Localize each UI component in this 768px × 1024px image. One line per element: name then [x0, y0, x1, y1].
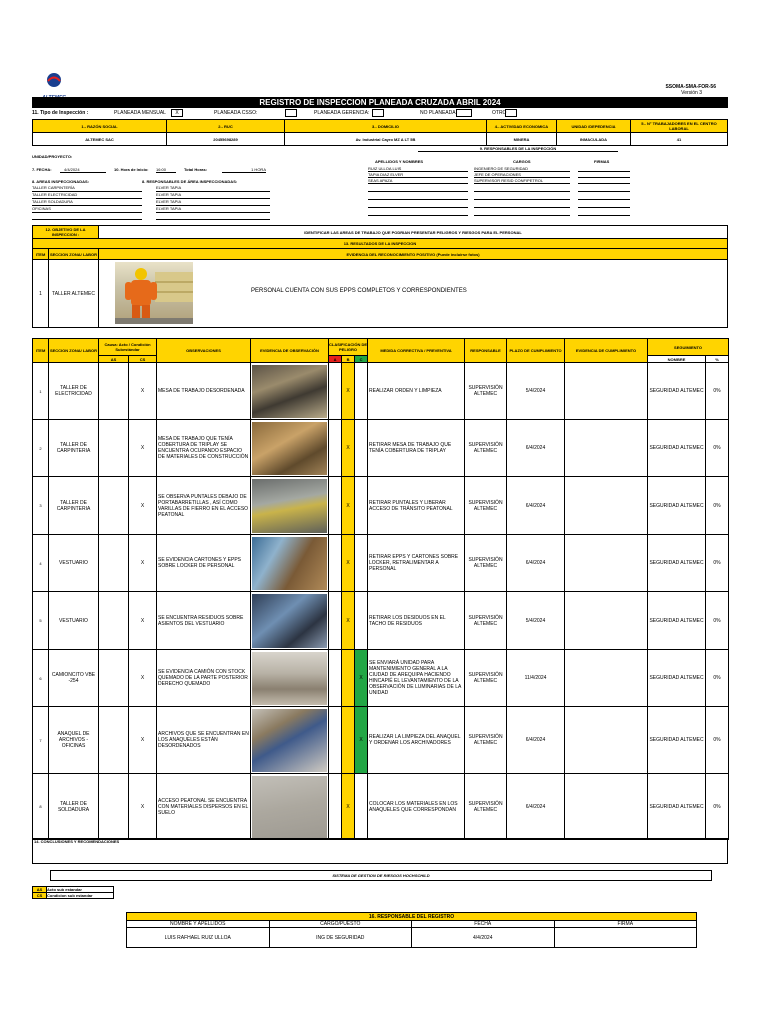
row-medida: RETIRAR MESA DE TRABAJO QUE TENÍA COBERTURA DE TRIPLAY	[368, 420, 465, 477]
h-seccion: SECCION ZONA/ LABOR	[49, 339, 99, 363]
row-evcump	[565, 477, 648, 535]
row-clasif-a	[329, 592, 342, 650]
row-seg-pct: 0%	[706, 650, 729, 707]
row-zona: TALLER DE CARPINTERIA	[49, 477, 99, 535]
row-obs: MESA DE TRABAJO DESORDENADA	[157, 363, 251, 420]
registro-title: 16. RESPONSABLE DEL REGISTRO	[127, 913, 697, 921]
tipo-mensual-checkbox[interactable]: X	[171, 109, 183, 117]
row-resp: SUPERVISIÓN ALTEMEC	[465, 420, 507, 477]
tipo-gerencia-label: PLANEADA GERENCIA:	[314, 110, 370, 116]
tipo-otro-checkbox[interactable]	[505, 109, 517, 117]
row-item: 5	[33, 592, 49, 650]
res-evidence-cell	[99, 260, 728, 328]
area-row	[32, 192, 270, 199]
area-name: TALLER SOLDADURA	[32, 199, 142, 206]
total-value: 1 HORA	[222, 167, 266, 173]
row-clasif-a	[329, 707, 342, 774]
row-evidence	[251, 477, 329, 535]
row-zona: TALLER DE SOLDADURA	[49, 774, 99, 840]
row-as	[99, 477, 129, 535]
evidence-photo	[252, 709, 327, 772]
area-resp: ELVER TAPIA	[156, 199, 270, 206]
evidence-photo	[252, 776, 327, 838]
val-razon: ALTEMEC SAC	[33, 133, 167, 146]
row-item: 2	[33, 420, 49, 477]
row-evcump	[565, 363, 648, 420]
col-actividad: 4.- ACTIVIDAD ECONOMICA	[487, 120, 557, 133]
row-seg-pct: 0%	[706, 592, 729, 650]
hora-value: 16:00	[156, 167, 176, 173]
conclusiones-title: 14. CONCLUSIONES Y RECOMENDACIONES	[34, 839, 120, 844]
res-h-item: ITEM	[33, 249, 49, 260]
tipo-label: 11. Tipo de Inspección :	[32, 110, 89, 116]
resp-cargo: INGENIERO DE SEGURIDAD	[474, 166, 570, 172]
row-evidence	[251, 592, 329, 650]
row-obs: SE OBSERVA PUNTALES DEBAJO DE PORTABARRETILLAS , ASÍ COMO VARILLAS DE FIERRO EN EL ACCESO PEATONAL	[157, 477, 251, 535]
fecha-label: 7. FECHA:	[32, 167, 52, 172]
row-clasif-b	[342, 650, 355, 707]
res-photo	[115, 262, 193, 324]
row-obs: SE EVIDENCIA CARTONES Y EPPS SOBRE LOCKER DE PERSONAL	[157, 535, 251, 592]
h-cs: CS	[129, 356, 157, 363]
row-obs: SE EVIDENCIA CAMIÓN CON STOCK QUEMADO DE LA PARTE POSTERIOR DERECHO QUEMADO	[157, 650, 251, 707]
row-item: 3	[33, 477, 49, 535]
row-as	[99, 592, 129, 650]
row-plazo: 5/4/2024	[507, 363, 565, 420]
area-resp: ELVER TAPIA	[156, 206, 270, 213]
row-resp: SUPERVISIÓN ALTEMEC	[465, 650, 507, 707]
row-zona: VESTUARIO	[49, 592, 99, 650]
total-label: Total Horas:	[184, 167, 208, 172]
row-item: 7	[33, 707, 49, 774]
doc-code: SSOMA-SMA-FOR-56	[665, 84, 716, 90]
area-name: TALLER ELECTRICIDAD	[32, 192, 142, 199]
row-cs: X	[129, 420, 157, 477]
row-plazo: 11/4/2024	[507, 650, 565, 707]
h-evcump: EVIDENCIA DE CUMPLIMIENTO	[565, 339, 648, 363]
row-evcump	[565, 535, 648, 592]
row-medida: RETIRAR PUNTALES Y LIBERAR ACCESO DE TRÁNSITO PEATONAL	[368, 477, 465, 535]
row-seg-pct: 0%	[706, 477, 729, 535]
row-resp: SUPERVISIÓN ALTEMEC	[465, 535, 507, 592]
row-obs: SE ENCUENTRA RESIDUOS SOBRE ASIENTOS DEL VESTUARIO	[157, 592, 251, 650]
area-row	[32, 185, 270, 192]
row-obs: ACCESO PEATONAL SE ENCUENTRA CON MATERIALES DISPERSOS EN EL SUELO	[157, 774, 251, 840]
row-clasif-b: X	[342, 477, 355, 535]
company-table	[32, 119, 728, 146]
area-name: OFICINAS	[32, 206, 142, 213]
row-clasif-a	[329, 420, 342, 477]
observation-row	[33, 650, 729, 707]
col-domicilio: 3.- DOMICILIO	[285, 120, 487, 133]
row-cs: X	[129, 774, 157, 840]
registro-h-firma: FIRMA	[554, 921, 697, 928]
row-clasif-a	[329, 650, 342, 707]
h-clasif-b: B	[342, 356, 355, 363]
row-evidence	[251, 650, 329, 707]
observations-table	[32, 338, 729, 840]
row-seg-pct: 0%	[706, 774, 729, 840]
resp-h-nombre: APELLIDOS Y NOMBRES	[375, 159, 424, 164]
resultados-table	[32, 238, 728, 328]
row-evidence	[251, 707, 329, 774]
res-h-seccion: SECCION ZONA/ LABOR	[49, 249, 99, 260]
areas-title: 8. AREAS INSPECCIONADAS:	[32, 179, 89, 184]
objetivo-text: IDENTIFICAR LAS AREAS DE TRABAJO QUE PODRIAN PRESENTAR PELIGROS Y RIESGOS PARA EL PERSONAL	[99, 226, 728, 239]
row-seg-nombre: SEGURIDAD ALTEMEC	[648, 592, 706, 650]
objetivo-label: 12. OBJETIVO DE LA INSPECCION :	[33, 226, 99, 239]
row-item: 8	[33, 774, 49, 840]
row-resp: SUPERVISIÓN ALTEMEC	[465, 707, 507, 774]
h-clasif-a: A	[329, 356, 342, 363]
row-cs: X	[129, 535, 157, 592]
h-plazo: PLAZO DE CUMPLIMIENTO	[507, 339, 565, 363]
observation-row	[33, 363, 729, 420]
h-resp: RESPONSABLE	[465, 339, 507, 363]
registro-cargo: ING DE SEGURIDAD	[269, 928, 412, 948]
resp-cargo: SUPERVISOR RESID CONFIPETROL	[474, 178, 570, 184]
observation-row	[33, 477, 729, 535]
h-pct: %	[706, 356, 729, 363]
row-clasif-b: X	[342, 774, 355, 840]
evidence-photo	[252, 594, 327, 648]
row-obs: MESA DE TRABAJO QUE TENÍA COBERTURA DE TRIPLAY SE ENCUENTRA OCUPANDO ESPACIO DE MATERIALES DE CONSTRUCCIÓN	[157, 420, 251, 477]
tipo-mensual-label: PLANEADA MENSUAL	[114, 110, 166, 116]
resp-nombre: TAPIA DIAZ ELVER	[368, 172, 468, 178]
tipo-otro-label: OTRO	[492, 110, 507, 116]
h-seguimiento: SEGUIMIENTO	[648, 339, 729, 356]
objetivo-table	[32, 225, 728, 239]
row-medida: RETIRAR LOS DESIDUOS EN EL TACHO DE RESIDUOS	[368, 592, 465, 650]
registro-h-cargo: CARGO/PUESTO	[269, 921, 412, 928]
resp-cargo: JEFE DE OPERACIONES	[474, 172, 570, 178]
col-razon: 1.- RAZÓN SOCIAL	[33, 120, 167, 133]
row-resp: SUPERVISIÓN ALTEMEC	[465, 592, 507, 650]
val-unidad: INMACULADA	[557, 133, 631, 146]
observation-row	[33, 707, 729, 774]
row-clasif-b: X	[342, 592, 355, 650]
registro-nombre: LUIS RAFHAEL RUIZ ULLOA	[127, 928, 270, 948]
row-clasif-b: X	[342, 535, 355, 592]
res-h-evidencia: EVIDENCIA DEL RECONOCIMIENTO POSITIVO (Puede incluirse fotos)	[99, 249, 728, 260]
row-zona: CAMIONCITO VBE -254	[49, 650, 99, 707]
area-resp: ELVER TAPIA	[156, 192, 270, 199]
evidence-photo	[252, 365, 327, 418]
row-evcump	[565, 774, 648, 840]
row-seg-pct: 0%	[706, 535, 729, 592]
row-evcump	[565, 592, 648, 650]
areas-resp-title: 8. RESPONSABLES DE ÁREA INSPECCIONADAS:	[142, 179, 238, 184]
area-row	[32, 206, 270, 213]
row-item: 6	[33, 650, 49, 707]
row-seg-nombre: SEGURIDAD ALTEMEC	[648, 774, 706, 840]
row-plazo: 6/4/2024	[507, 535, 565, 592]
evidence-photo	[252, 652, 327, 705]
row-evcump	[565, 707, 648, 774]
row-evcump	[565, 420, 648, 477]
row-seg-nombre: SEGURIDAD ALTEMEC	[648, 707, 706, 774]
row-cs: X	[129, 650, 157, 707]
row-evidence	[251, 363, 329, 420]
row-as	[99, 707, 129, 774]
row-as	[99, 535, 129, 592]
tipo-gerencia-checkbox[interactable]	[372, 109, 384, 117]
conclusiones-box	[32, 838, 728, 864]
row-seg-pct: 0%	[706, 363, 729, 420]
areas-list	[32, 185, 270, 220]
row-resp: SUPERVISIÓN ALTEMEC	[465, 774, 507, 840]
company-logo	[36, 72, 72, 96]
row-cs: X	[129, 592, 157, 650]
row-cs: X	[129, 707, 157, 774]
tipo-csso-checkbox[interactable]	[285, 109, 297, 117]
row-medida: RETIRAR EPPS Y CARTONES SOBRE LOCKER, RETRALIMENTAR A PERSONAL	[368, 535, 465, 592]
row-plazo: 6/4/2024	[507, 774, 565, 840]
row-item: 1	[33, 363, 49, 420]
tipo-csso-label: PLANEADA CSSO:	[214, 110, 258, 116]
tipo-noplaneada-label: NO PLANEADA	[420, 110, 456, 116]
row-plazo: 6/4/2024	[507, 477, 565, 535]
row-seg-nombre: SEGURIDAD ALTEMEC	[648, 363, 706, 420]
row-clasif-b: X	[342, 363, 355, 420]
row-medida: SE ENVIARÁ UNIDAD PARA MANTENIMIENTO GENERAL A LA CIUDAD DE AREQUIPA HACIENDO HINCAPIÉ EL LEVANTAMIENTO DE LA OBSERVACIÓN DE LUMINARIAS DE LA UNIDAD	[368, 650, 465, 707]
row-evcump	[565, 650, 648, 707]
row-clasif-c: X	[355, 650, 368, 707]
val-domicilio: Av. Industrial Cayro MZ A LT 5B	[285, 133, 487, 146]
row-as	[99, 650, 129, 707]
row-evidence	[251, 774, 329, 840]
h-nombre: NOMBRE	[648, 356, 706, 363]
area-name: TALLER CARPINTERÍA	[32, 185, 142, 192]
fecha-value: 4/4/2024	[60, 167, 106, 173]
row-medida: COLOCAR LOS MATERIALES EN LOS ANAQUELES QUE CORRESPONDAN	[368, 774, 465, 840]
row-medida: REALIZAR ORDEN Y LIMPIEZA	[368, 363, 465, 420]
observation-row	[33, 592, 729, 650]
observation-row	[33, 420, 729, 477]
col-trabajadores: 5.- N° TRABAJADORES EN EL CENTRO LABORAL	[631, 120, 728, 133]
res-item: 1	[33, 260, 49, 328]
doc-version: Versión 3	[681, 90, 702, 96]
page-title: REGISTRO DE INSPECCION PLANEADA CRUZADA ABRIL 2024	[32, 97, 728, 108]
h-clasif: CLASIFICACIÓN DE PELIGRO	[329, 339, 368, 356]
row-clasif-b	[342, 707, 355, 774]
row-medida: REALIZAR LA LIMPIEZA DEL ANAQUEL Y ORDENAR LOS ARCHIVADORES	[368, 707, 465, 774]
row-item: 4	[33, 535, 49, 592]
row-zona: VESTUARIO	[49, 535, 99, 592]
h-evid: EVIDENCIA DE OBSERVACIÓN	[251, 339, 329, 363]
row-evidence	[251, 420, 329, 477]
row-clasif-b: X	[342, 420, 355, 477]
h-item: ITEM	[33, 339, 49, 363]
row-seg-nombre: SEGURIDAD ALTEMEC	[648, 477, 706, 535]
responsables-list	[368, 166, 630, 216]
row-clasif-c	[355, 592, 368, 650]
evidence-photo	[252, 537, 327, 590]
row-clasif-a	[329, 774, 342, 840]
registro-fecha: 4/4/2024	[412, 928, 555, 948]
row-clasif-c	[355, 477, 368, 535]
res-text: PERSONAL CUENTA CON SUS EPPS COMPLETOS Y CORRESPONDIENTES	[251, 288, 467, 294]
registro-h-nombre: NOMBRE Y APELLIDOS	[127, 921, 270, 928]
val-actividad: MINERA	[487, 133, 557, 146]
hora-label: 10. Hora de Inicio:	[114, 167, 149, 172]
row-obs: ARCHIVOS QUE SE ENCUENTRAN EN LOS ANAQUELES ESTÁN DESORDENADOS	[157, 707, 251, 774]
row-clasif-c: X	[355, 707, 368, 774]
col-unidad: UNIDAD /DEPEDENCIA	[557, 120, 631, 133]
unidad-label: UNIDAD/PROYECTO:	[32, 154, 73, 159]
row-resp: SUPERVISIÓN ALTEMEC	[465, 363, 507, 420]
row-as	[99, 774, 129, 840]
row-seg-nombre: SEGURIDAD ALTEMEC	[648, 420, 706, 477]
evidence-photo	[252, 479, 327, 533]
resp-h-cargo: CARGOS	[513, 159, 531, 164]
row-clasif-a	[329, 535, 342, 592]
h-medida: MEDIDA CORRECTIVA / PREVENTIVA	[368, 339, 465, 363]
observation-row	[33, 774, 729, 840]
registro-h-fecha: FECHA	[412, 921, 555, 928]
row-cs: X	[129, 477, 157, 535]
legend-code: AS	[33, 887, 47, 893]
row-plazo: 6/4/2024	[507, 707, 565, 774]
resp-nombre: RUIZ ULLOA LUIS	[368, 166, 468, 172]
h-obs: OBSERVACIONES	[157, 339, 251, 363]
row-seg-pct: 0%	[706, 420, 729, 477]
row-zona: ANAQUEL DE ARCHIVOS - OFICINAS	[49, 707, 99, 774]
row-as	[99, 363, 129, 420]
h-causa: Causa: Acto / Condición Subestándar	[99, 339, 157, 356]
row-clasif-a	[329, 477, 342, 535]
row-clasif-a	[329, 363, 342, 420]
row-plazo: 6/4/2024	[507, 420, 565, 477]
res-zona: TALLER ALTEMEC	[49, 260, 99, 328]
col-ruc: 2.- RUC	[167, 120, 285, 133]
row-seg-nombre: SEGURIDAD ALTEMEC	[648, 535, 706, 592]
observation-row	[33, 535, 729, 592]
val-ruc: 20455698289	[167, 133, 285, 146]
h-as: AS	[99, 356, 129, 363]
row-cs: X	[129, 363, 157, 420]
resp-h-firma: FIRMAS	[594, 159, 610, 164]
val-trabajadores: 41	[631, 133, 728, 146]
row-clasif-c	[355, 363, 368, 420]
row-clasif-c	[355, 535, 368, 592]
row-clasif-c	[355, 420, 368, 477]
resp-nombre: SEAS APAZA	[368, 178, 468, 184]
responsables-title: 9. RESPONSABLES DE LA INSPECCIÓN	[418, 146, 618, 152]
evidence-photo	[252, 422, 327, 475]
sistema-label: SISTEMA DE GESTION DE RIESGOS HOCHSCHILD	[50, 870, 712, 881]
legend-text: Condicion sub estandar	[47, 893, 114, 899]
h-clasif-c: C	[355, 356, 368, 363]
row-plazo: 5/4/2024	[507, 592, 565, 650]
row-evidence	[251, 535, 329, 592]
row-as	[99, 420, 129, 477]
row-zona: TALLER DE CARPINTERIA	[49, 420, 99, 477]
row-seg-pct: 0%	[706, 707, 729, 774]
row-zona: TALLER DE ELECTRICIDAD	[49, 363, 99, 420]
legend-text: Acto sub estandar	[47, 887, 114, 893]
area-resp: ELVER TAPIA	[156, 185, 270, 192]
row-resp: SUPERVISIÓN ALTEMEC	[465, 477, 507, 535]
resultados-title: 13. RESULTADOS DE LA INSPECCION	[33, 239, 728, 249]
legend-code: CS	[33, 893, 47, 899]
area-row	[32, 199, 270, 206]
tipo-noplaneada-checkbox[interactable]	[456, 109, 472, 117]
registro-table	[126, 912, 697, 948]
registro-firma[interactable]	[554, 928, 697, 948]
row-seg-nombre: SEGURIDAD ALTEMEC	[648, 650, 706, 707]
legend-table	[32, 886, 114, 899]
row-clasif-c	[355, 774, 368, 840]
